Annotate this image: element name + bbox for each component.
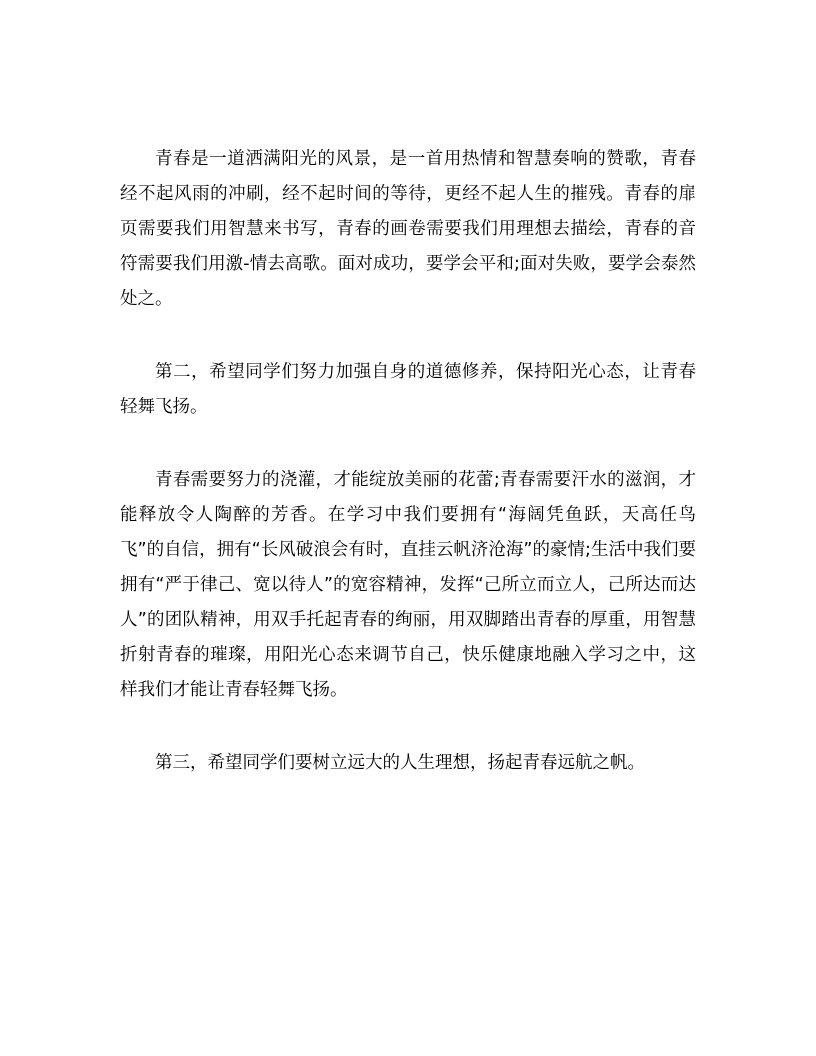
document-body: [120, 142, 696, 781]
paragraph-second-point: 第二，希望同学们努力加强自身的道德修养，保持阳光心态，让青春轻舞飞扬。: [120, 362, 696, 417]
paragraph-third-point: 第三，希望同学们要树立远大的人生理想，扬起青春远航之帆。: [155, 753, 645, 773]
paragraph-youth-effort: 青春需要努力的浇灌，才能绽放美丽的花蕾;青春需要汗水的滋润，才能释放令人陶醉的芳香。在学习中我们要拥有“海阔凭鱼跃，天高任鸟飞”的自信，拥有“长风破浪会有时，直挂云帆济沧海”的豪情;生活中我们要拥有“严于律己、宽以待人”的宽容精神，发挥“己所立而立人，己所达而达人”的团队精神，用双手托起青春的绚丽，用双脚踏出青春的厚重，用智慧折射青春的璀璨，用阳光心态来调节自己，快乐健康地融入学习之中，这样我们才能让青春轻舞飞扬。: [120, 470, 696, 700]
paragraph-youth-scenery: 青春是一道洒满阳光的风景，是一首用热情和智慧奏响的赞歌，青春经不起风雨的冲刷，经不起时间的等待，更经不起人生的摧残。青春的扉页需要我们用智慧来书写，青春的画卷需要我们用理想去描绘，青春的音符需要我们用激-情去高歌。面对成功，要学会平和;面对失败，要学会泰然处之。: [120, 149, 696, 309]
